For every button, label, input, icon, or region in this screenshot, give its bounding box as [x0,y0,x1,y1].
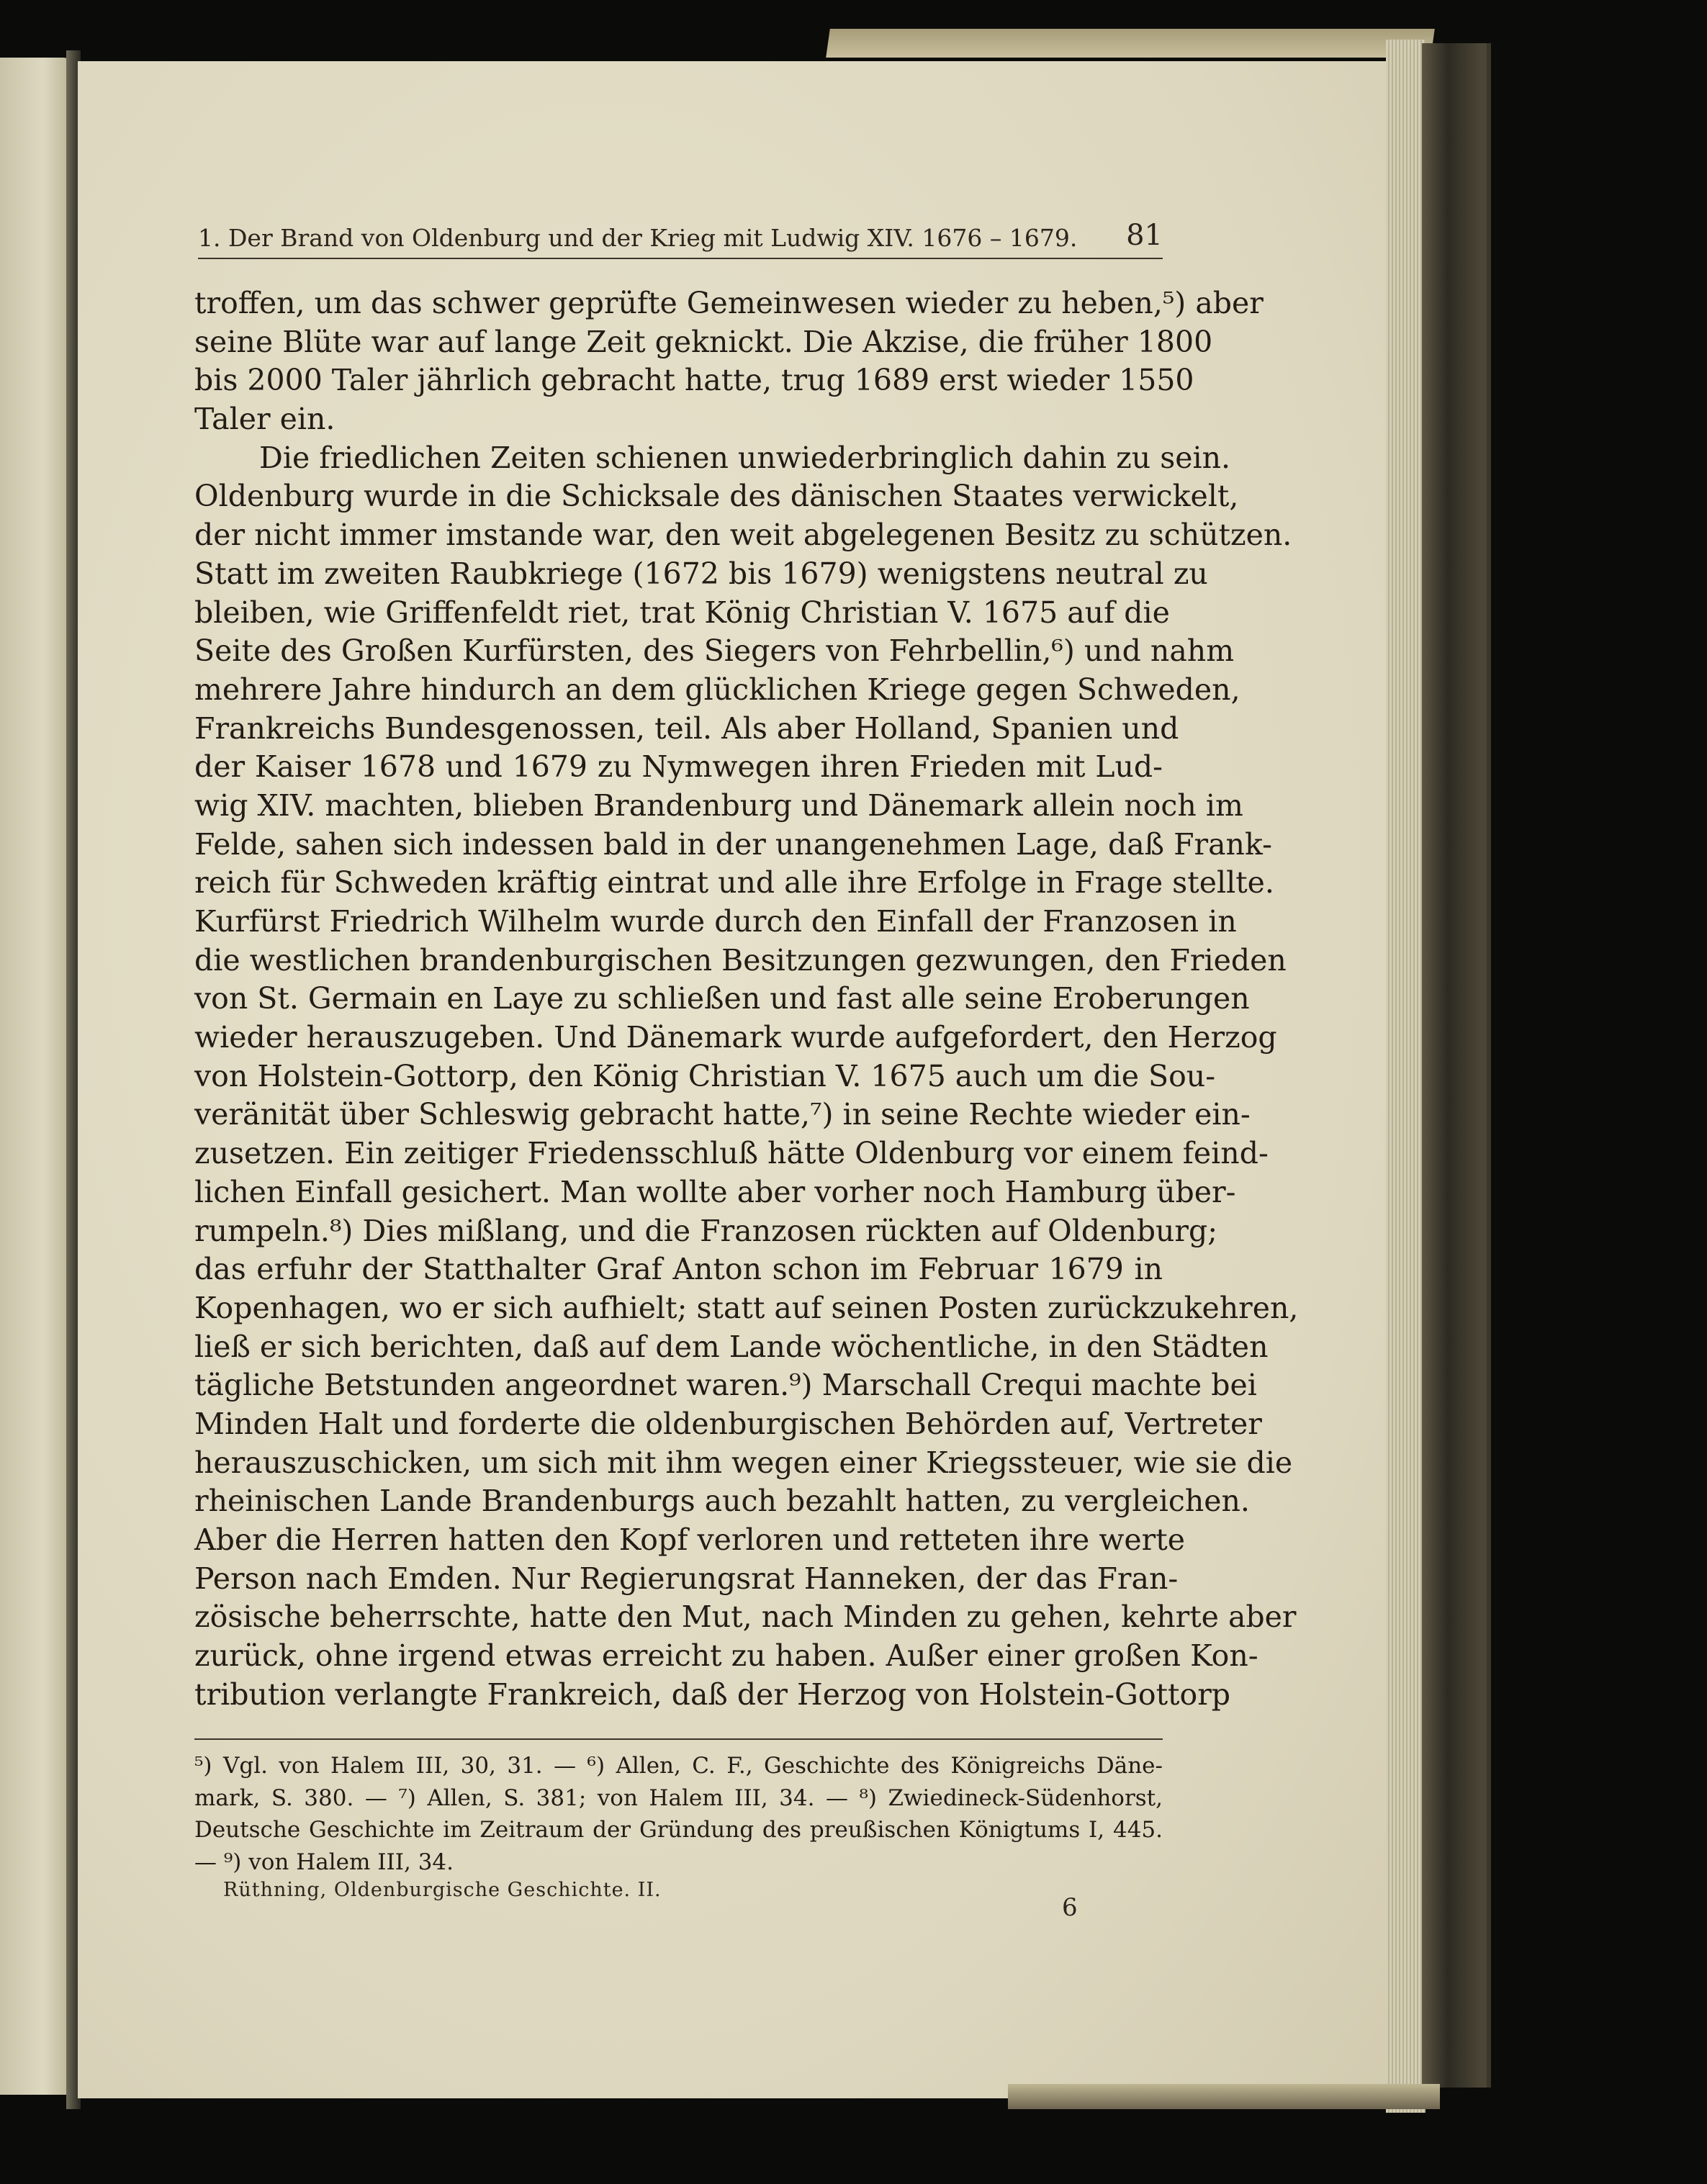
text-line: Statt im zweiten Raubkriege (1672 bis 1679) wenigstens neutral zu [194,556,1208,591]
page-block-edges [1386,40,1425,2113]
text-line: Taler ein. [194,402,335,437]
text-line: reich für Schweden kräftig eintrat und alle ihre Erfolge in Frage stellte. [194,865,1274,901]
text-line: bleiben, wie Griffenfeldt riet, trat König Christian V. 1675 auf die [194,595,1170,630]
text-line: der nicht immer imstande war, den weit abgelegenen Besitz zu schützen. [194,518,1292,553]
text-line: von St. Germain en Laye zu schließen und fast alle seine Eroberungen [194,981,1250,1016]
footnote-line: ⁵) Vgl. von Halem III, 30, 31. — ⁶) Allen, C. F., Geschichte des Königreichs Däne- [194,1753,1163,1779]
text-line: zösische beherrschte, hatte den Mut, nach Minden zu gehen, kehrte aber [194,1599,1297,1635]
running-title: 1. Der Brand von Oldenburg und der Krieg mit Ludwig XIV. 1676 – 1679. [198,224,1078,252]
text-line: Person nach Emden. Nur Regierungsrat Hanneken, der das Fran- [194,1561,1179,1596]
sheet-number: 6 [1062,1893,1078,1922]
text-line: von Holstein-Gottorp, den König Christian V. 1675 auch um die Sou- [194,1058,1216,1093]
text-line: Felde, sahen sich indessen bald in der unangenehmen Lage, daß Frank- [194,826,1272,862]
text-line: zurück, ohne irgend etwas erreicht zu haben. Außer einer großen Kon- [194,1638,1258,1674]
text-line: Oldenburg wurde in die Schicksale des dänischen Staates verwickelt, [194,479,1239,514]
text-line: tribution verlangte Frankreich, daß der Herzog von Holstein-Gottorp [194,1677,1231,1712]
text-line: herauszuschicken, um sich mit ihm wegen einer Kriegssteuer, wie sie die [194,1445,1293,1480]
text-line: Minden Halt und forderte die oldenburgischen Behörden auf, Vertreter [194,1406,1262,1441]
text-line: Seite des Großen Kurfürsten, des Siegers von Fehrbellin,⁶) und nahm [194,633,1235,669]
text-line: Frankreichs Bundesgenossen, teil. Als aber Holland, Spanien und [194,710,1179,746]
footnote-line: mark, S. 380. — ⁷) Allen, S. 381; von Halem III, 34. — ⁸) Zwiedineck-Südenhorst, [194,1784,1163,1811]
text-line: mehrere Jahre hindurch an dem glücklichen Kriege gegen Schweden, [194,672,1240,707]
book-cover-spine [1422,43,1491,2088]
footnote-line: — ⁹) von Halem III, 34. [194,1849,454,1875]
footnotes [194,1738,1163,1878]
text-line: rumpeln.⁸) Dies mißlang, und die Franzosen rückten auf Oldenburg; [194,1213,1218,1248]
text-line: wig XIV. machten, blieben Brandenburg und Dänemark allein noch im [194,788,1243,823]
printer-signature: Rüthning, Oldenburgische Geschichte. II. [223,1879,662,1901]
text-line: lichen Einfall gesichert. Man wollte aber vorher noch Hamburg über- [194,1174,1236,1209]
book-cover-top-edge [826,29,1435,58]
text-line: Kopenhagen, wo er sich aufhielt; statt auf seinen Posten zurückzukehren, [194,1290,1299,1325]
text-line: die westlichen brandenburgischen Besitzungen gezwungen, den Frieden [194,942,1287,978]
text-line: Aber die Herren hatten den Kopf verloren und retteten ihre werte [194,1522,1186,1557]
text-line: Kurfürst Friedrich Wilhelm wurde durch den Einfall der Franzosen in [194,904,1237,939]
text-line: wieder herauszugeben. Und Dänemark wurde aufgefordert, den Herzog [194,1020,1277,1055]
facing-page-edge [0,58,72,2095]
page-number: 81 [1126,219,1163,252]
book-cover-bottom-edge [1008,2084,1440,2109]
text-line: das erfuhr der Statthalter Graf Anton schon im Februar 1679 in [194,1252,1163,1287]
running-header [198,216,1163,259]
footnote-line: Deutsche Geschichte im Zeitraum der Gründung des preußischen Königtums I, 445. [194,1817,1163,1843]
text-line: bis 2000 Taler jährlich gebracht hatte, trug 1689 erst wieder 1550 [194,363,1194,398]
text-line: der Kaiser 1678 und 1679 zu Nymwegen ihren Frieden mit Lud- [194,749,1163,785]
text-line: zusetzen. Ein zeitiger Friedensschluß hätte Oldenburg vor einem feind- [194,1136,1269,1171]
text-line: ließ er sich berichten, daß auf dem Lande wöchentliche, in den Städten [194,1329,1269,1364]
text-line: veränität über Schleswig gebracht hatte,⁷) in seine Rechte wieder ein- [194,1097,1251,1132]
text-line: seine Blüte war auf lange Zeit geknickt. Die Akzise, die früher 1800 [194,324,1213,359]
text-line: troffen, um das schwer geprüfte Gemeinwesen wieder zu heben,⁵) aber [194,286,1264,320]
text-line: Die friedlichen Zeiten schienen unwiederbringlich dahin zu sein. [259,440,1231,475]
body-text [194,284,1299,1714]
text-line: rheinischen Lande Brandenburgs auch bezahlt hatten, zu vergleichen. [194,1484,1250,1519]
text-line: tägliche Betstunden angeordnet waren.⁹) Marschall Crequi machte bei [194,1368,1257,1403]
